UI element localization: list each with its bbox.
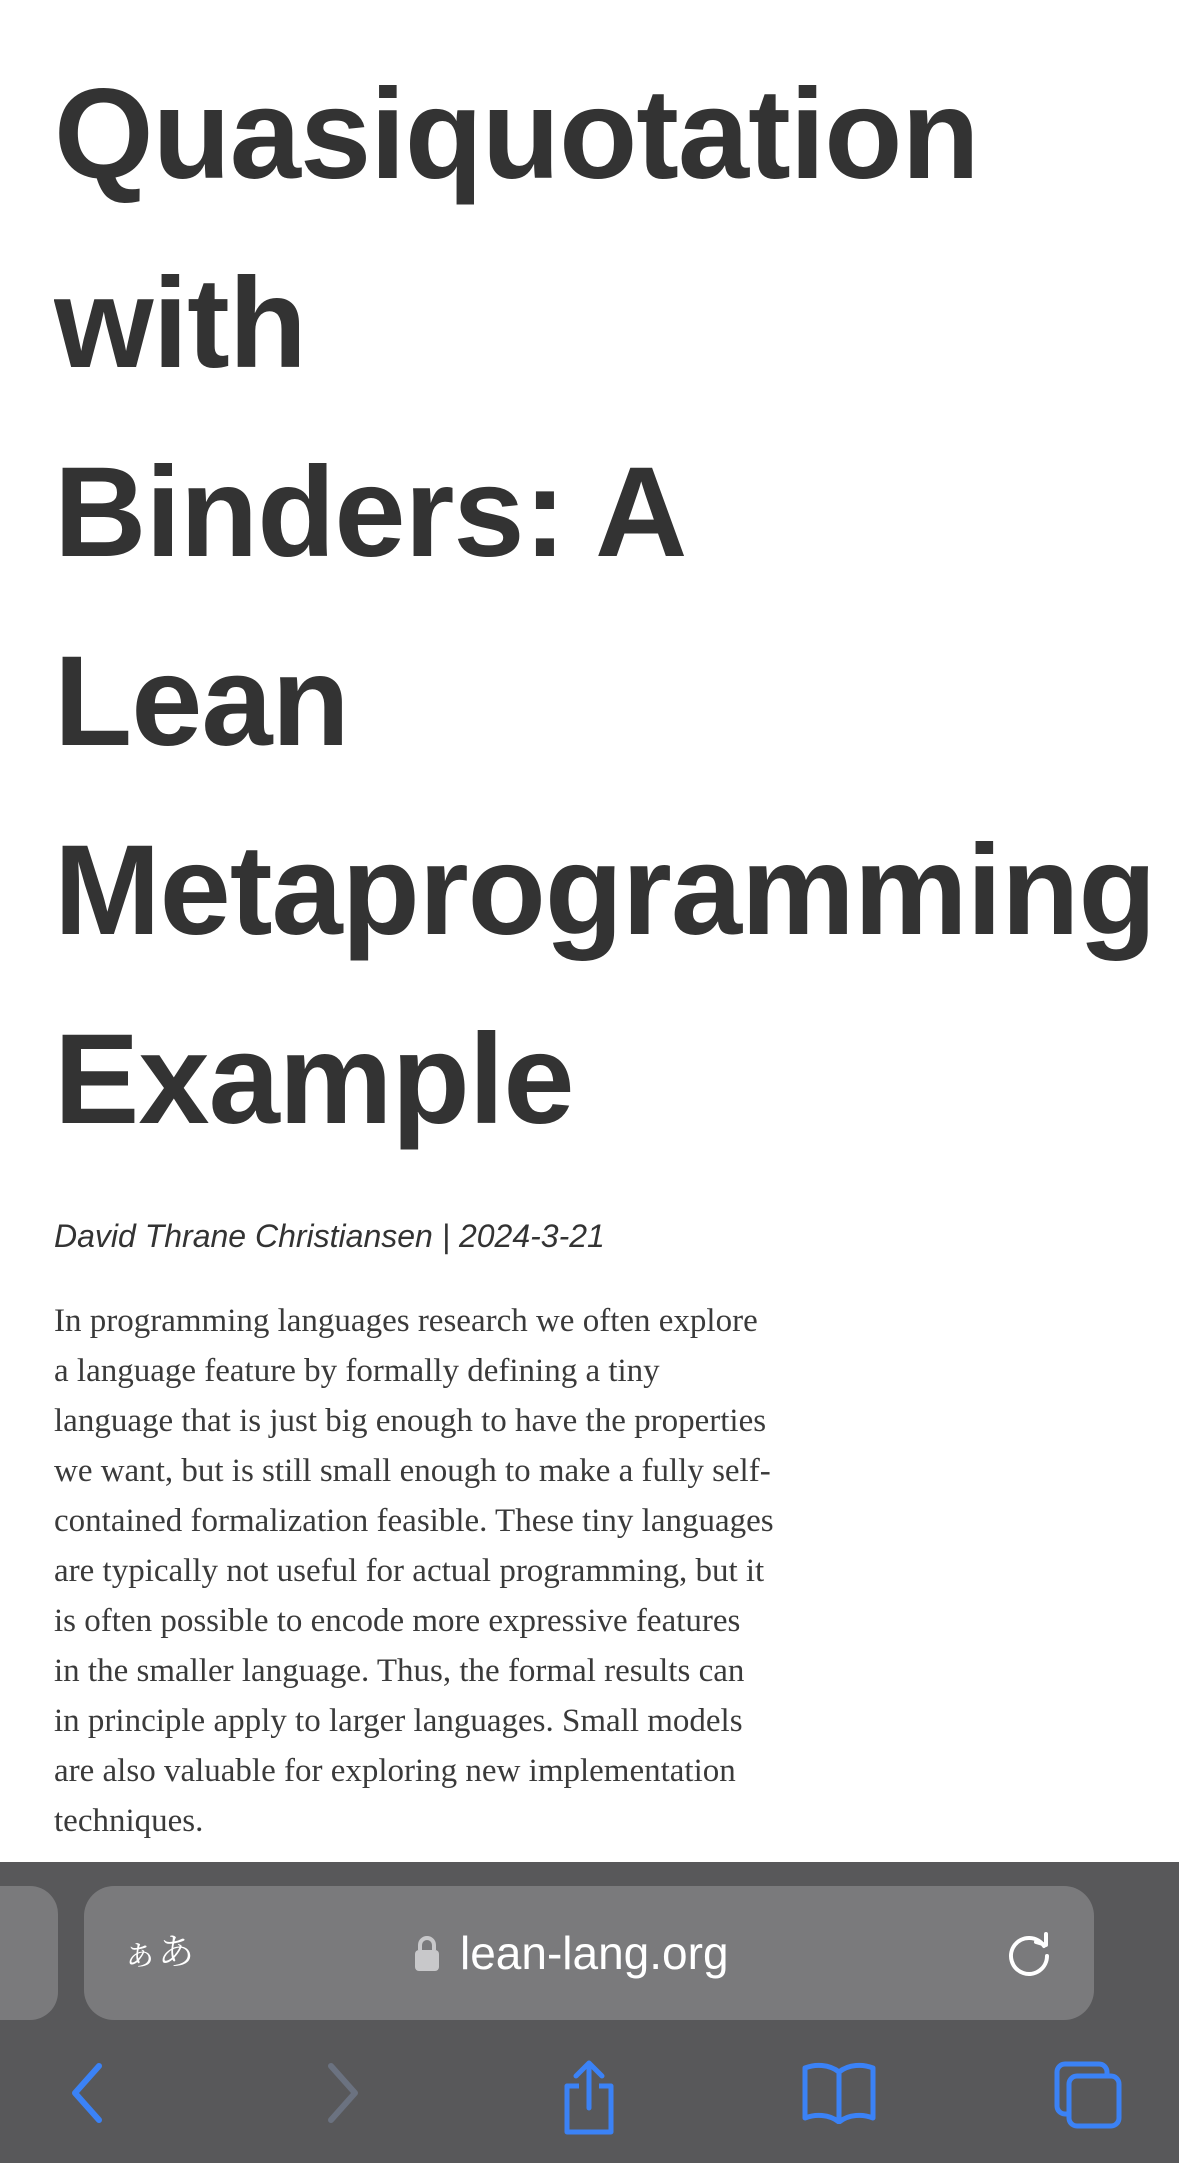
tabs-icon [1053, 2060, 1123, 2135]
back-button[interactable] [27, 2032, 147, 2163]
browser-toolbar [0, 2032, 1179, 2163]
url-text: lean-lang.org [460, 1927, 729, 1979]
chevron-right-icon [323, 2060, 363, 2131]
tabs-button[interactable] [1028, 2032, 1148, 2163]
reader-options-button[interactable]: ぁあ [122, 1932, 195, 1973]
reload-icon[interactable] [1000, 1924, 1058, 1982]
url-display[interactable] [414, 1886, 729, 2020]
chevron-left-icon [67, 2060, 107, 2131]
forward-button[interactable] [283, 2032, 403, 2163]
byline: David Thrane Christiansen | 2024-3-21 [54, 1218, 605, 1254]
bookmarks-button[interactable] [779, 2032, 899, 2163]
address-bar[interactable] [84, 1886, 1094, 2020]
share-icon [559, 2060, 619, 2141]
lock-icon [414, 1933, 440, 1973]
article-paragraph: In programming languages research we often explore a language feature by formally defining a tiny language that is just big enough to have the properties we want, but is still small enough to make a fully self-contained formalization feasible. These tiny languages are typically not useful for actual programming, but it is often possible to encode more expressive features in the smaller language. Thus, the formal results can in principle apply to larger languages. Small models are also valuable for exploring new implementation techniques. [54, 1303, 774, 1839]
article [54, 40, 1179, 1174]
browser-bottom-bar [0, 1862, 1179, 2163]
page-title: Quasiquotation with Binders: A Lean Metaprogramming Example [54, 63, 1156, 1151]
previous-tab-pill[interactable] [0, 1886, 58, 2020]
share-button[interactable] [529, 2032, 649, 2163]
book-icon [801, 2060, 877, 2129]
